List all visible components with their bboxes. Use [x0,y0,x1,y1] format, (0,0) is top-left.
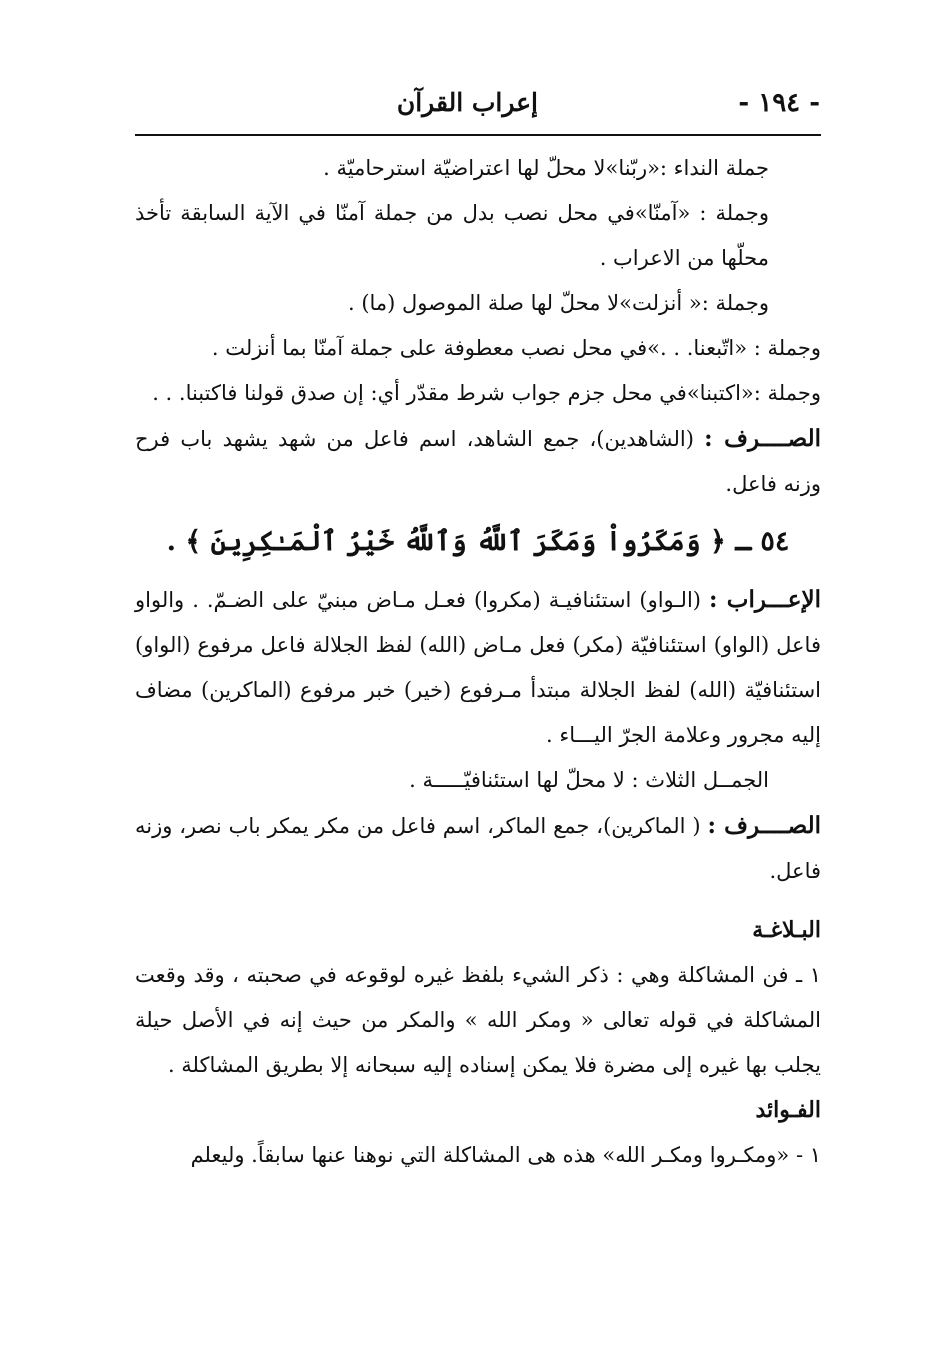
paragraph-amanna: وجملة : «آمنّا»في محل نصب بدل من جملة آمنّا في الآية السابقة تأخذ محلّها من الاعراب . [135,201,769,270]
page-number: - ١٩٤ - [738,88,820,118]
sarf-text-2: ( الماكرين)، جمع الماكر، اسم فاعل من مكر يمكر باب نصر، وزنه فاعل. [135,814,821,883]
irab-label: الإعـــراب : [708,586,821,613]
fawaid-paragraph: ١ - «ومكـروا ومكـر الله» هذه هى المشاكلة التي نوهنا عنها سابقاً. وليعلم [190,1143,821,1167]
running-title: إعراب القرآن [396,88,538,117]
sarf-label-2: الصــــرف : [707,812,821,839]
quran-verse: ٥٤ ـ ﴿ وَمَكَرُواْ وَمَكَرَ ٱللَّهُ وَٱللَّهُ خَيْرُ ٱلْمَـٰكِرِينَ ﴾ . [166,526,790,557]
fawaid-heading: الفـوائد [755,1097,821,1123]
sarf-section-1 [135,416,821,507]
section-gap [135,894,821,908]
sarf-label-1: الصــــرف : [704,425,821,452]
page-body [135,146,821,1178]
balagha-heading: البـلاغـة [752,917,821,943]
paragraph-anzalat: وجملة :« أنزلت»لا محلّ لها صلة الموصول (ما) . [347,291,769,315]
irab-text: (الـواو) استئنافيـة (مكروا) فعـل مـاض مبنيّ على الضـمّ. . والواو فاعل (الواو) استئنافيّة (مكر) فعل مـاض (الله) لفظ الجلالة فاعل مرفوع (الواو) استئنافيّة (الله) لفظ الجلالة مبتدأ مـرفوع (خير) خبر مرفوع (الماكرين) مضاف إليه مجرور وعلامة الجرّ اليـــاء . [135,588,821,747]
paragraph-uktubna: وجملة :«اكتبنا»في محل جزم جواب شرط مقدّر أي: إن صدق قولنا فاكتبنا. . . [152,381,821,405]
sarf-text-1: (الشاهدين)، جمع الشاهد، اسم فاعل من شهد يشهد باب فرح وزنه فاعل. [135,427,821,496]
page-header [135,84,820,124]
jumal-paragraph: الجمــل الثلاث : لا محلّ لها استئنافيّـــــة . [409,768,769,792]
paragraph-nida: جملة النداء :«ربّنا»لا محلّ لها اعتراضيّة استرحاميّة . [323,156,769,180]
irab-section [135,577,821,758]
sarf-section-2 [135,803,821,894]
balagha-paragraph: ١ ـ فن المشاكلة وهي : ذكر الشيء بلفظ غيره لوقوعه في صحبته ، وقد وقعت المشاكلة في قوله تعالى « ومكر الله » والمكر من حيث إنه في الأصل حيلة يجلب بها غيره إلى مضرة فلا يمكن إسناده إليه سبحانه إلا بطريق المشاكلة . [135,963,821,1077]
header-divider [135,134,821,136]
paragraph-ittabana: وجملة : «اتّبعنا. . .»في محل نصب معطوفة على جملة آمنّا بما أنزلت . [211,336,821,360]
